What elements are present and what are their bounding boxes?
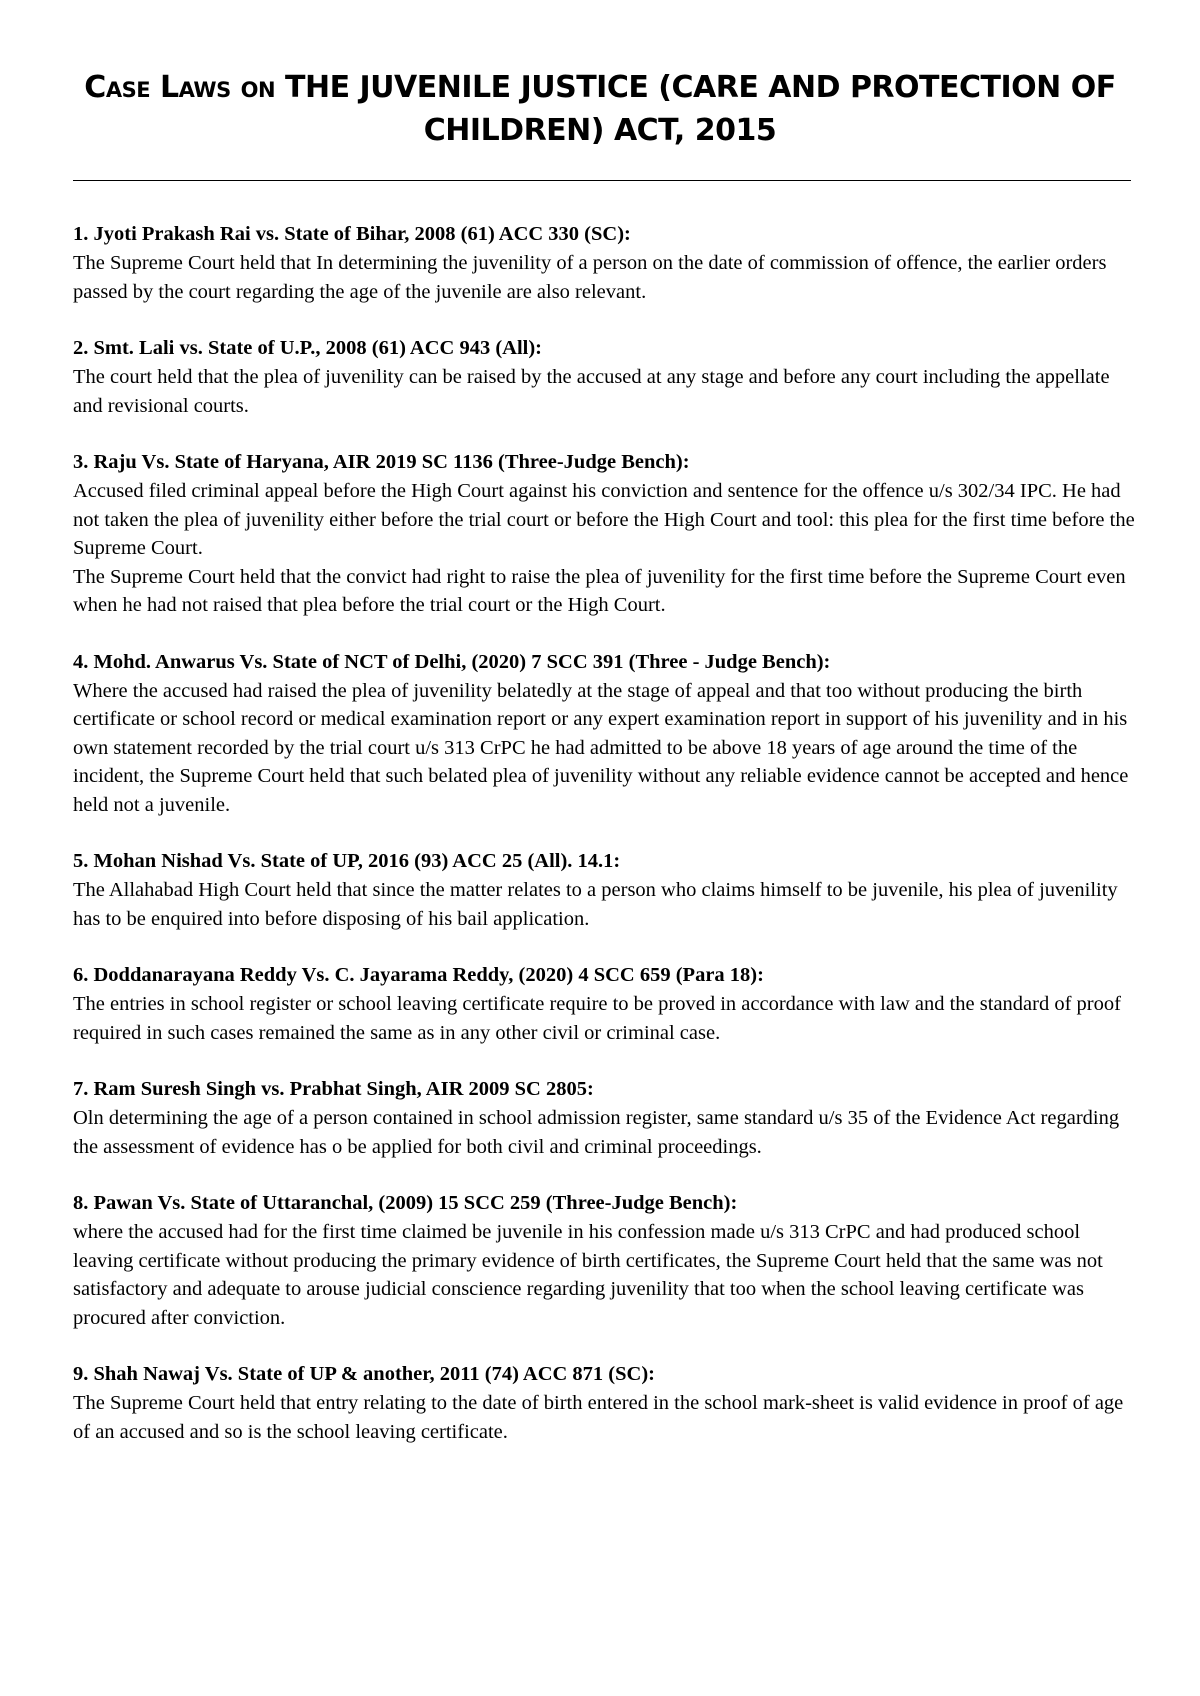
case-paragraph: Accused filed criminal appeal before the High Court against his conviction and sentence for the offence u/s 302/34 IPC. He had not taken the plea of juvenility either before the trial court or before the High Court and tool: this plea for the first time before the Supreme Court. (73, 480, 1135, 559)
title-divider (73, 180, 1131, 181)
case-summary (73, 990, 1135, 1047)
case-summary (73, 249, 1135, 306)
title-act-name: THE JUVENILE JUSTICE (CARE AND PROTECTION OF CHILDREN) ACT, 2015 (285, 70, 1116, 148)
case-paragraph: The Supreme Court held that In determining the juvenility of a person on the date of commission of offence, the earlier orders passed by the court regarding the age of the juvenile are also relevant. (73, 252, 1107, 303)
case-heading: 2. Smt. Lali vs. State of U.P., 2008 (61) ACC 943 (All): (73, 337, 543, 359)
case-item (73, 648, 1135, 820)
case-item (73, 1189, 1135, 1332)
case-paragraph: The court held that the plea of juvenility can be raised by the accused at any stage and before any court including the appellate and revisional courts. (73, 366, 1110, 417)
case-heading: 3. Raju Vs. State of Haryana, AIR 2019 SC 1136 (Three-Judge Bench): (73, 451, 690, 473)
case-paragraph: where the accused had for the first time claimed be juvenile in his confession made u/s 313 CrPC and had produced school leaving certificate without producing the primary evidence of birth certificates, the Supreme Court held that the same was not satisfactory and adequate to arouse judicial conscience regarding juvenility that too when the school leaving certificate was procured after conviction. (73, 1221, 1103, 1329)
case-summary (73, 1218, 1135, 1332)
case-item (73, 961, 1135, 1047)
case-heading: 5. Mohan Nishad Vs. State of UP, 2016 (93) ACC 25 (All). 14.1: (73, 850, 621, 872)
case-summary (73, 677, 1135, 820)
case-paragraph: The Allahabad High Court held that since the matter relates to a person who claims himself to be juvenile, his plea of juvenility has to be enquired into before disposing of his bail application. (73, 879, 1118, 930)
case-paragraph: The Supreme Court held that entry relating to the date of birth entered in the school mark-sheet is valid evidence in proof of age of an accused and so is the school leaving certificate. (73, 1392, 1124, 1443)
case-heading: 7. Ram Suresh Singh vs. Prabhat Singh, AIR 2009 SC 2805: (73, 1078, 594, 1100)
case-heading: 6. Doddanarayana Reddy Vs. C. Jayarama Reddy, (2020) 4 SCC 659 (Para 18): (73, 964, 764, 986)
case-paragraph: Where the accused had raised the plea of juvenility belatedly at the stage of appeal and that too without producing the birth certificate or school record or medical examination report or any expert examination report in support of his juvenility and in his own statement recorded by the trial court u/s 313 CrPC he had admitted to be above 18 years of age around the time of the incident, the Supreme Court held that such belated plea of juvenility without any reliable evidence cannot be accepted and hence held not a juvenile. (73, 679, 1129, 816)
case-summary (73, 363, 1135, 420)
case-heading: 1. Jyoti Prakash Rai vs. State of Bihar, 2008 (61) ACC 330 (SC): (73, 223, 631, 245)
case-summary (73, 876, 1135, 933)
case-summary (73, 477, 1135, 620)
case-summary (73, 1389, 1135, 1446)
case-paragraph: The entries in school register or school leaving certificate require to be proved in accordance with law and the standard of proof required in such cases remained the same as in any other civil or criminal case. (73, 993, 1121, 1044)
case-paragraph: The Supreme Court held that the convict had right to raise the plea of juvenility for the first time before the Supreme Court even when he had not raised that plea before the trial court or the High Court. (73, 565, 1126, 616)
case-summary (73, 1104, 1135, 1161)
title-prefix: Case Laws on (84, 70, 286, 105)
case-paragraph: Oln determining the age of a person contained in school admission register, same standard u/s 35 of the Evidence Act regarding the assessment of evidence has o be applied for both civil and criminal proceedings. (73, 1107, 1120, 1158)
case-item (73, 220, 1135, 306)
case-item (73, 334, 1135, 420)
case-heading: 9. Shah Nawaj Vs. State of UP & another, 2011 (74) ACC 871 (SC): (73, 1363, 655, 1385)
case-item (73, 448, 1135, 620)
case-item (73, 1360, 1135, 1446)
case-heading: 4. Mohd. Anwarus Vs. State of NCT of Delhi, (2020) 7 SCC 391 (Three - Judge Bench): (73, 650, 831, 673)
document-title (0, 66, 1200, 152)
case-heading: 8. Pawan Vs. State of Uttaranchal, (2009) 15 SCC 259 (Three-Judge Bench): (73, 1192, 738, 1214)
case-item (73, 847, 1135, 933)
case-list (73, 220, 1135, 1474)
case-item (73, 1075, 1135, 1161)
